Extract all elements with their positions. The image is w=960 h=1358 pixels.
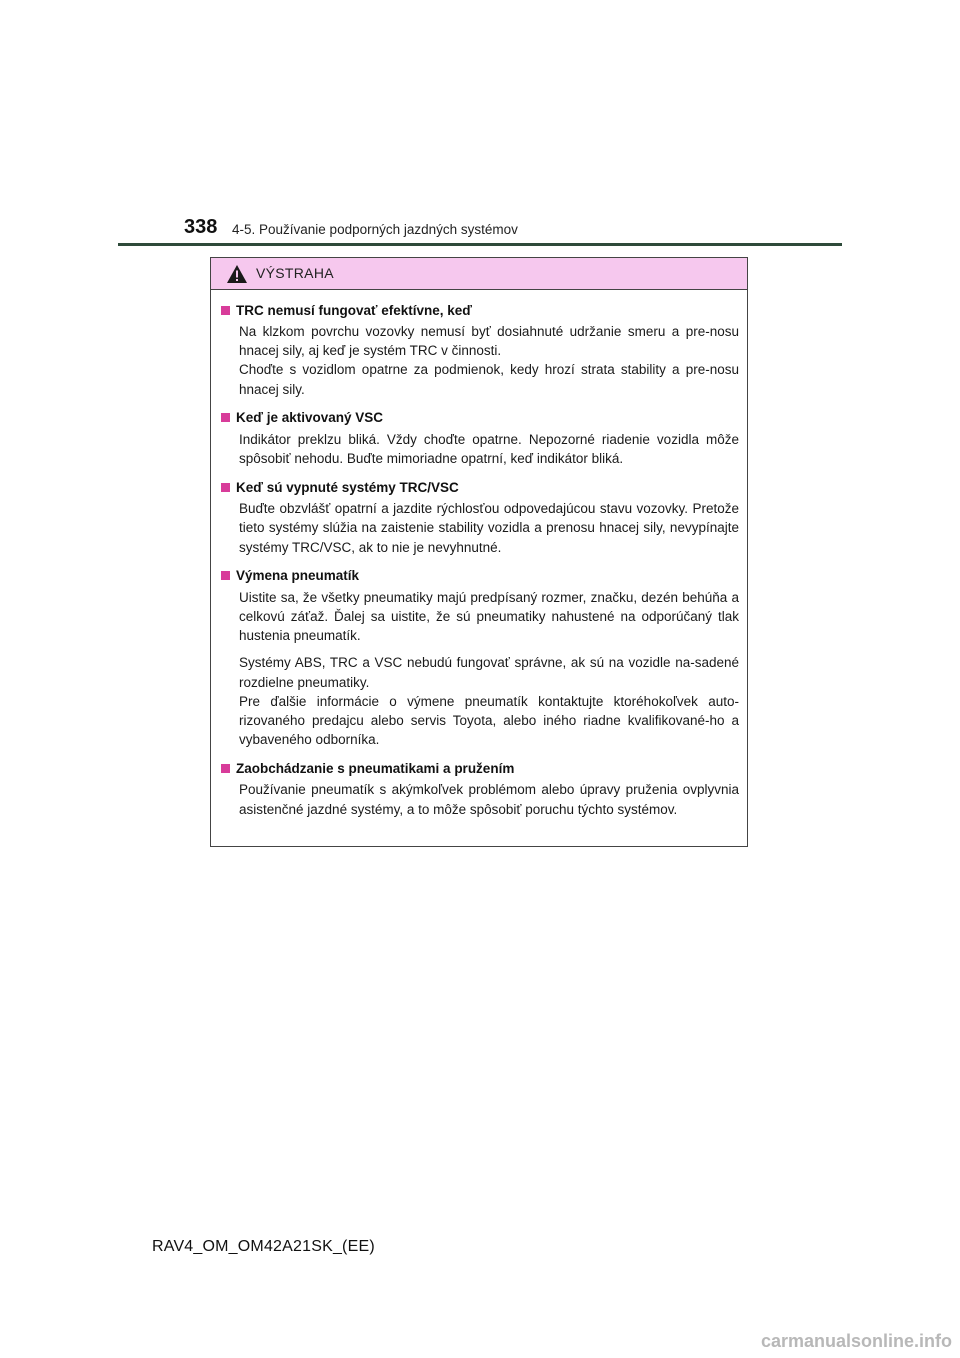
item-paragraph: Buďte obzvlášť opatrní a jazdite rýchlosťou odpovedajúcou stavu vozovky. Pretože tieto systémy slúžia na zaistenie stability vozidla a prenosu hnacej sily, nevypínajte systémy TRC/VSC, ak to nie je nevyhnutné. [239, 501, 739, 555]
header-divider [118, 243, 842, 246]
warning-header [211, 258, 747, 290]
section-title: 4-5. Používanie podporných jazdných systémov [232, 222, 518, 237]
square-bullet-icon [221, 764, 230, 773]
item-paragraph: Na klzkom povrchu vozovky nemusí byť dosiahnuté udržanie smeru a pre-nosu hnacej sily, aj keď je systém TRC v činnosti. Choďte s vozidlom opatrne za podmienok, kedy hrozí strata stability a pre-nosu hnacej sily. [239, 324, 739, 397]
warning-item-tire-replacement [221, 566, 739, 750]
document-code: RAV4_OM_OM42A21SK_(EE) [152, 1238, 375, 1255]
warning-item-vsc [221, 408, 739, 468]
item-paragraph: Používanie pneumatík s akýmkoľvek problémom alebo úpravy pruženia ovplyvnia asistenčné jazdné systémy, a to môže spôsobiť poruchu týchto systémov. [239, 782, 739, 817]
item-heading: Výmena pneumatík [236, 568, 360, 584]
square-bullet-icon [221, 571, 230, 580]
warning-item-tires-suspension [221, 758, 739, 818]
item-heading: TRC nemusí fungovať efektívne, keď [236, 302, 472, 318]
warning-body [211, 290, 747, 819]
square-bullet-icon [221, 306, 230, 315]
warning-item-trc-vsc-off [221, 477, 739, 557]
item-heading: Keď sú vypnuté systémy TRC/VSC [236, 479, 459, 495]
item-paragraph: Uistite sa, že všetky pneumatiky majú predpísaný rozmer, značku, dezén behúňa a celkovú záťaž. Ďalej sa uistite, že sú pneumatiky nahustené na odporúčaný tlak hustenia pneumatík. [239, 589, 739, 644]
item-heading: Keď je aktivovaný VSC [236, 410, 384, 426]
warning-box [210, 257, 748, 847]
warning-item-trc [221, 300, 739, 399]
square-bullet-icon [221, 483, 230, 492]
square-bullet-icon [221, 413, 230, 422]
warning-triangle-icon [226, 264, 248, 284]
watermark: carmanualsonline.info [760, 1331, 952, 1351]
item-paragraph: Indikátor preklzu bliká. Vždy choďte opatrne. Nepozorné riadenie vozidla môže spôsobiť nehodu. Buďte mimoriadne opatrní, keď indikátor bliká. [239, 431, 739, 467]
item-paragraph: Systémy ABS, TRC a VSC nebudú fungovať správne, ak sú na vozidle na-sadené rozdielne pneumatiky. Pre ďalšie informácie o výmene pneumatík kontaktujte ktoréhokoľvek auto-rizovaného predajcu alebo servis Toyota, alebo iného riadne kvalifikované-ho a vybaveného odborníka. [239, 655, 739, 748]
item-heading: Zaobchádzanie s pneumatikami a pružením [236, 760, 515, 776]
warning-title: VÝSTRAHA [256, 265, 334, 281]
page-number: 338 [184, 216, 218, 238]
